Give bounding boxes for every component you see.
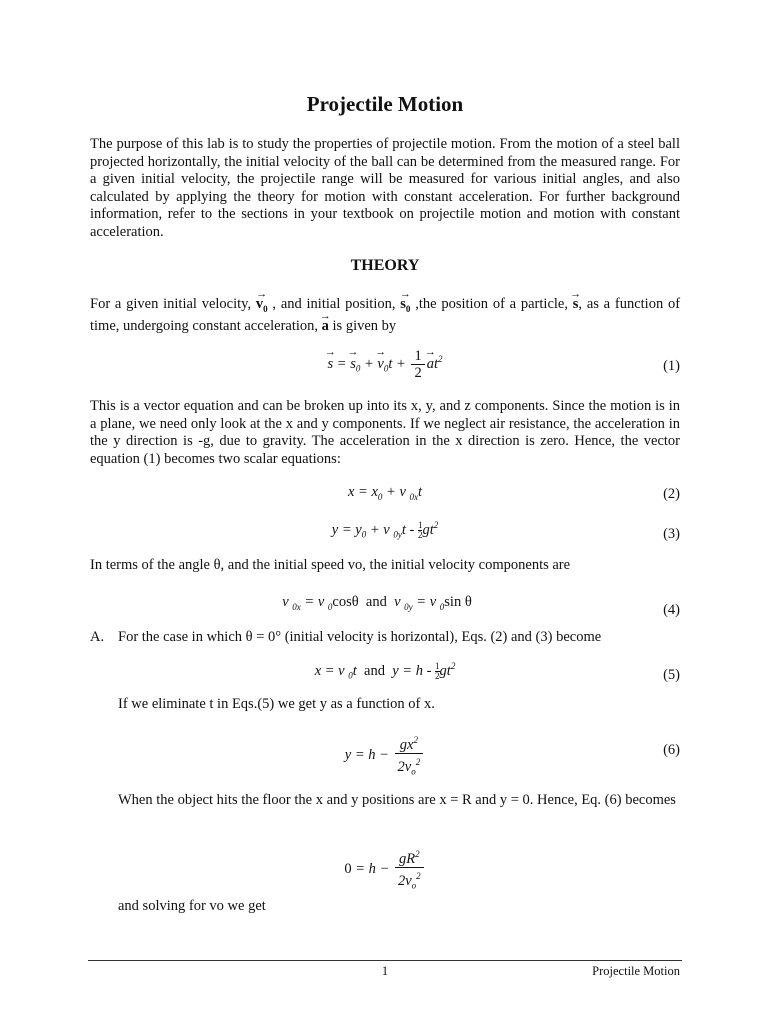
footer-title: Projectile Motion	[592, 964, 680, 978]
equation-3: $y = y_0 + v$ $_{0y}$t - $\frac{1}{2}gt^2$ (3)	[331, 520, 680, 542]
equation-number-1: (1)	[663, 358, 680, 374]
intro-paragraph: The purpose of this lab is to study the properties of projectile motion. From the motion of a steel ball projected horizontally, the initial velocity of the ball can be determined from the measured range. For a given initial velocity, the projectile range will be measured for various initial angles, and also calculated by applying the theory for motion with constant acceleration. For further background information, refer to the sections in your textbook on projectile motion and motion with constant acceleration.	[90, 136, 680, 240]
equation-floor: 0 = h − $\frac{gR^2}{2v_o^2}$	[90, 846, 680, 892]
eq5-and: and	[364, 662, 385, 679]
theory-text-d: , as a function of time, undergoing constant acceleration,	[90, 296, 681, 335]
eq4-and: and	[365, 594, 387, 610]
a-vector-symbol: → a	[322, 318, 329, 336]
footer-divider	[88, 960, 682, 961]
theory-text-b: , and initial position,	[272, 296, 396, 312]
equation-number-6: (6)	[663, 742, 680, 758]
equation-number-3: (3)	[663, 526, 680, 542]
theory-text-c: ,the position of a particle,	[415, 296, 568, 312]
equation-5: x = v $_0$t and y = h - $\frac{1}{2}gt^2$ (5)	[314, 661, 680, 683]
angle-paragraph: In terms of the angle θ, and the initial speed vo, the initial velocity components are	[90, 557, 571, 573]
eliminate-paragraph: If we eliminate t in Eqs.(5) we get y as a function of x.	[118, 696, 435, 712]
case-a-label: A.	[90, 629, 105, 645]
s-vector-symbol: → s	[573, 296, 579, 314]
theory-heading: THEORY	[350, 257, 420, 274]
theory-text-e: is given by	[332, 318, 397, 335]
theory-paragraph	[90, 296, 680, 336]
theory-text-a: For a given initial velocity,	[90, 296, 252, 312]
equation-4: v $_{0x}$ = v $_0$cosθ and v $_{0y}$ = v $_0$sin θ (4)	[282, 594, 680, 618]
equation-number-2: (2)	[663, 486, 680, 502]
equation-6: y = h − $\frac{gx^2}{2v_o^2}$ (6)	[90, 732, 680, 778]
s0-vector-symbol: → $s_0$	[400, 296, 410, 318]
case-a-text: For the case in which θ = 0° (initial velocity is horizontal), Eqs. (2) and (3) become	[118, 629, 602, 645]
equation-2: $x = x_0 + v$ $_{0x}$t (2)	[347, 484, 680, 502]
equation-number-5: (5)	[663, 667, 680, 683]
footer-page-number: 1	[381, 964, 389, 978]
floor-paragraph: When the object hits the floor the x and y positions are x = R and y = 0. Hence, Eq. (6) becomes	[118, 792, 676, 808]
solving-paragraph: and solving for vo we get	[118, 898, 266, 914]
components-paragraph: This is a vector equation and can be broken up into its x, y, and z components. Since the motion is in a plane, we need only look at the x and y components. If we neglect air resistance, the acceleration in the y direction is -g, due to gravity. The acceleration in the x direction is zero. Hence, the vector equation (1) becomes two scalar equations:	[90, 398, 680, 467]
equation-1: → s = → $s_0$ + → $v_0t$ + $\frac{1}{2}$ → $at^2$ (1)	[90, 348, 680, 388]
equation-number-4: (4)	[663, 602, 680, 618]
page-title: Projectile Motion	[306, 92, 464, 116]
v0-vector-symbol: → $v_0$	[256, 296, 268, 318]
